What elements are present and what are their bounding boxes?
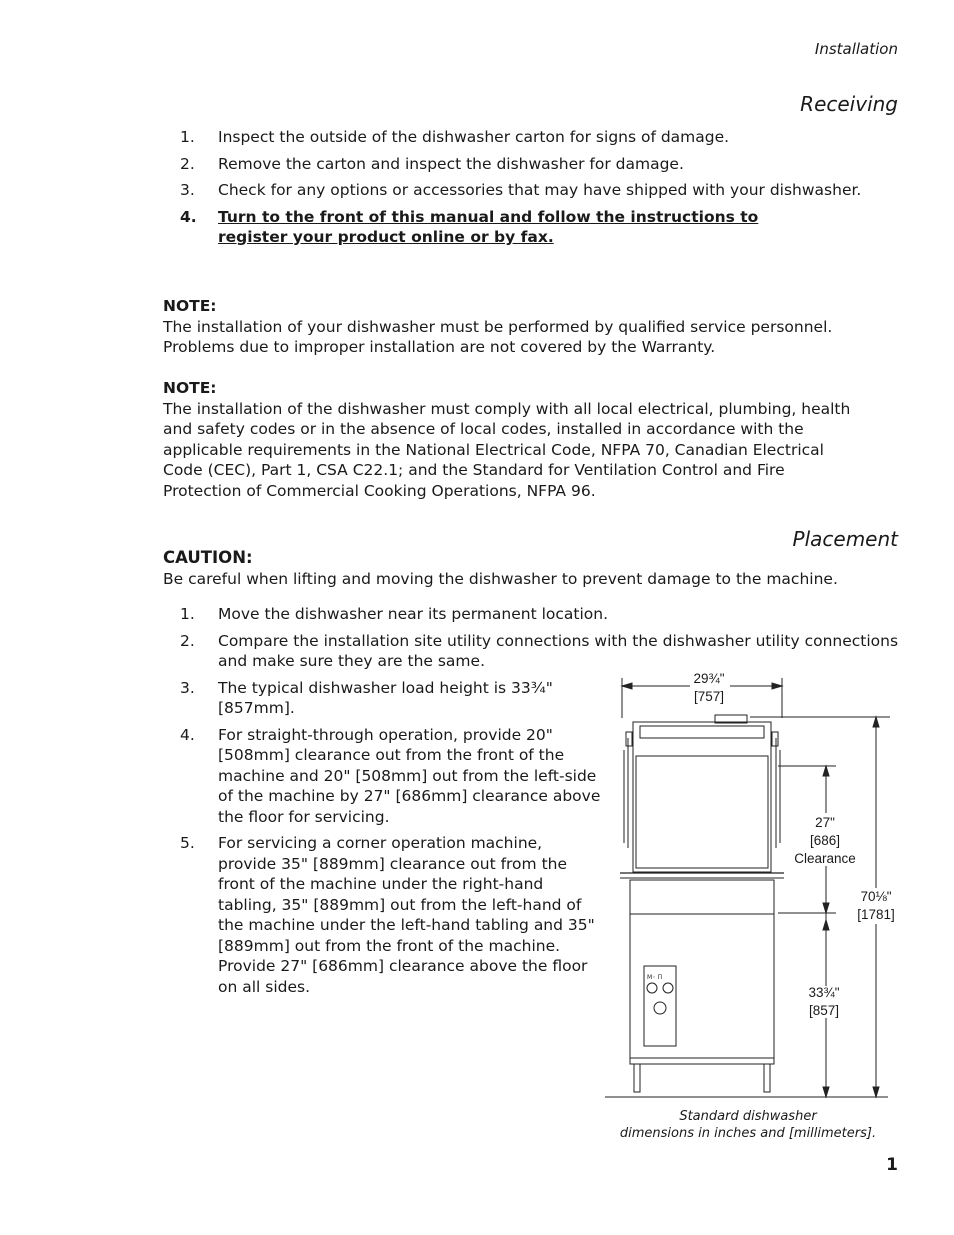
list-item xyxy=(180,604,900,625)
list-text: Compare the installation site utility connections with the dishwasher utility connections and make sure they are the same. xyxy=(218,631,899,670)
figure-caption xyxy=(610,1108,886,1142)
caption-line: dimensions in inches and [millimeters]. xyxy=(619,1126,877,1141)
dim-load-mm: [857] xyxy=(808,1003,840,1018)
note-text: The installation of the dishwasher must comply with all local electrical, plumbing, health and safety codes or in the absence of local codes, installed in accordance with the applicable requirements in the National Electrical Code, NFPA 70, Canadian Electrical Code (CEC), Part 1, CSA C22.1; and the Standard for Ventilation Control and Fire Protection of Commercial Cooking Operations, NFPA 96. xyxy=(163,399,851,500)
arrowhead xyxy=(622,683,632,689)
dim-load-height xyxy=(794,984,854,1020)
dim-width xyxy=(679,670,739,706)
list-number: 4. xyxy=(180,725,195,744)
dim-width-mm: [757] xyxy=(693,689,725,704)
hood-top-panel xyxy=(640,726,764,738)
note-code-compliance xyxy=(163,378,863,501)
list-number: 2. xyxy=(180,631,195,650)
list-text: Check for any options or accessories that may have shipped with your dishwasher. xyxy=(218,181,862,199)
list-number: 1. xyxy=(180,605,195,623)
caption-line: Standard dishwasher xyxy=(679,1109,817,1124)
list-item xyxy=(180,180,900,201)
leg xyxy=(634,1064,640,1092)
leg xyxy=(764,1064,770,1092)
list-text: Inspect the outside of the dishwasher carton for signs of damage. xyxy=(218,128,730,146)
section-title-placement: Placement xyxy=(792,527,898,551)
list-number: 3. xyxy=(180,678,195,697)
caution-block xyxy=(163,548,863,589)
note-qualified-personnel xyxy=(163,296,863,358)
control-knob xyxy=(663,983,673,993)
list-text: Move the dishwasher near its permanent location. xyxy=(218,605,609,623)
dim-load-inches: 33¾" xyxy=(808,985,840,1000)
control-dial xyxy=(654,1002,666,1014)
dim-total-inches: 70⅛" xyxy=(860,889,892,904)
dim-clearance xyxy=(785,814,865,868)
dim-clearance-mm: [686] xyxy=(809,833,841,848)
running-header: Installation xyxy=(814,40,898,58)
list-number: 4. xyxy=(180,207,197,226)
caution-text: Be careful when lifting and moving the dishwasher to prevent damage to the machine. xyxy=(163,569,838,588)
svg-text:M◦ Π: M◦ Π xyxy=(647,974,663,981)
list-item xyxy=(180,127,900,148)
receiving-list xyxy=(180,127,900,254)
arrowhead xyxy=(772,683,782,689)
dim-total-height xyxy=(846,888,906,924)
list-item xyxy=(180,631,900,672)
section-title-receiving: Receiving xyxy=(800,92,898,116)
note-label: NOTE: xyxy=(163,379,217,397)
list-text: Remove the carton and inspect the dishwasher for damage. xyxy=(218,154,684,173)
list-text: Turn to the front of this manual and follow the instructions to register your product online or by fax. xyxy=(218,207,759,246)
note-label: NOTE: xyxy=(163,297,217,315)
list-number: 3. xyxy=(180,181,195,199)
hood xyxy=(633,722,771,872)
cabinet-lower xyxy=(630,914,774,1064)
dim-total-mm: [1781] xyxy=(857,907,895,922)
note-text: The installation of your dishwasher must be performed by qualified service personnel. Problems due to improper installation are not covered by the Warranty. xyxy=(163,317,833,356)
control-knob xyxy=(647,983,657,993)
list-item xyxy=(180,154,900,175)
dim-clearance-inches: 27" xyxy=(815,815,835,830)
page-number: 1 xyxy=(886,1155,898,1175)
list-text: For straight-through operation, provide 20" [508mm] clearance out from the front of the machine and 20" [508mm] out from the left-side of the machine by 27" [686mm] clearance above the floor for servicing. xyxy=(218,725,601,826)
dim-width-inches: 29¾" xyxy=(693,671,725,686)
list-number: 5. xyxy=(180,834,195,852)
cabinet-upper xyxy=(630,880,774,914)
list-text: For servicing a corner operation machine, provide 35" [889mm] clearance out from the front of the machine under the right-hand tabling, 35" [889mm] out from the left-hand of the machine under the left-hand tabling and 35" [889mm] out from the front of the machine. Provide 27" [686mm] clearance above the floor on all sides. xyxy=(218,834,595,996)
dim-clearance-label: Clearance xyxy=(794,851,856,866)
hood-door xyxy=(636,756,768,868)
list-text: The typical dishwasher load height is 33¾" [857mm]. xyxy=(218,678,553,717)
list-number: 1. xyxy=(180,128,195,146)
caution-label: CAUTION: xyxy=(163,548,253,567)
list-number: 2. xyxy=(180,154,195,173)
list-item-register xyxy=(180,207,900,248)
